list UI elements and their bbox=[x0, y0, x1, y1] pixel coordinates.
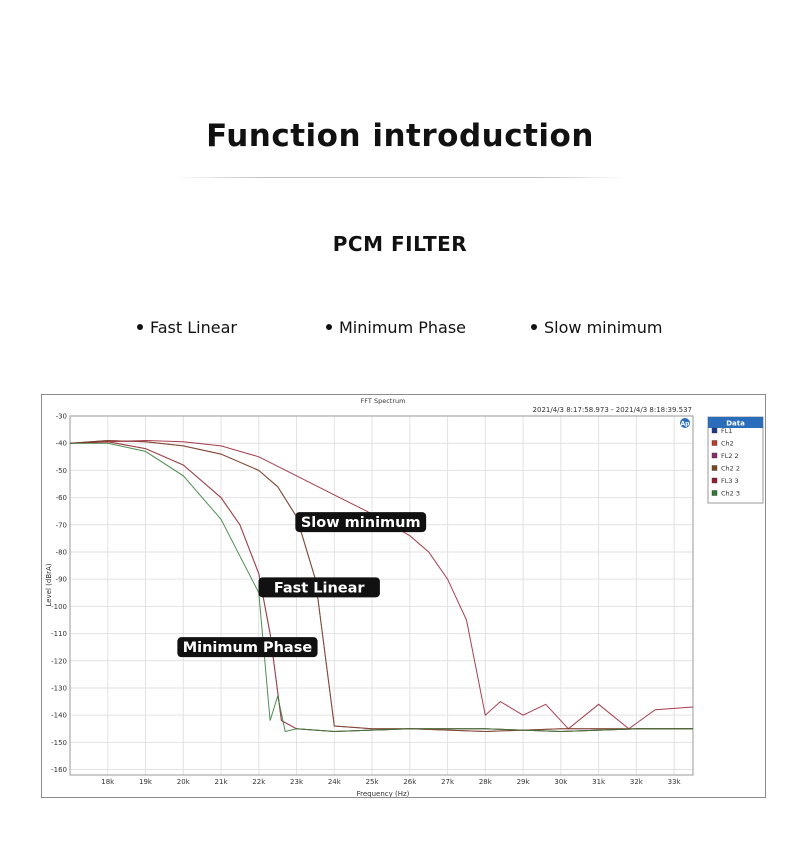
x-tick-label: 33k bbox=[667, 778, 681, 786]
legend-swatch bbox=[712, 478, 717, 483]
legend-swatch bbox=[712, 466, 717, 471]
x-tick-label: 28k bbox=[478, 778, 492, 786]
y-tick-label: -70 bbox=[55, 521, 67, 530]
chart-grid bbox=[70, 416, 693, 775]
ap-logo-icon bbox=[680, 418, 690, 428]
annotation-label: Minimum Phase bbox=[182, 640, 313, 657]
x-tick-label: 31k bbox=[592, 778, 606, 786]
y-tick-label: -100 bbox=[51, 602, 67, 611]
x-tick-label: 30k bbox=[554, 778, 568, 786]
y-tick-label: -80 bbox=[55, 548, 67, 557]
x-axis-label: Frequency (Hz) bbox=[356, 790, 410, 797]
bullet-slow-minimum bbox=[531, 318, 663, 337]
y-tick-label: -50 bbox=[55, 466, 67, 475]
section-subtitle: PCM FILTER bbox=[332, 232, 468, 256]
legend-entry: FL1 bbox=[721, 427, 733, 435]
x-tick-label: 22k bbox=[252, 778, 266, 786]
y-tick-label: -60 bbox=[55, 494, 67, 503]
y-tick-label: -150 bbox=[51, 738, 67, 747]
chart-title: FFT Spectrum bbox=[360, 397, 406, 405]
bullet-dot-icon bbox=[326, 324, 332, 330]
x-tick-label: 32k bbox=[629, 778, 643, 786]
y-tick-label: -160 bbox=[51, 766, 67, 775]
bullet-label: Minimum Phase bbox=[339, 318, 467, 337]
x-tick-label: 21k bbox=[214, 778, 228, 786]
legend-entry: FL2 2 bbox=[721, 452, 739, 460]
plot-area bbox=[70, 416, 693, 775]
x-tick-label: 29k bbox=[516, 778, 530, 786]
x-tick-label: 26k bbox=[403, 778, 417, 786]
legend-entry: FL3 3 bbox=[721, 477, 739, 485]
legend-entry: Ch2 bbox=[721, 439, 734, 448]
x-tick-label: 19k bbox=[139, 778, 152, 786]
annotation-label: Fast Linear bbox=[273, 580, 365, 597]
y-tick-label: -140 bbox=[51, 711, 67, 720]
legend-entry: Ch2 3 bbox=[721, 489, 740, 498]
series-line bbox=[70, 441, 693, 729]
bullet-label: Slow minimum bbox=[544, 318, 663, 337]
title-divider bbox=[175, 177, 625, 178]
x-tick-label: 25k bbox=[365, 778, 379, 786]
y-tick-label: -40 bbox=[55, 439, 67, 448]
y-tick-label: -30 bbox=[55, 412, 67, 421]
y-axis-label: Level (dBrA) bbox=[45, 563, 53, 607]
x-tick-label: 27k bbox=[441, 778, 455, 786]
legend-entry: Ch2 2 bbox=[721, 464, 740, 473]
annotation-label: Slow minimum bbox=[300, 515, 421, 532]
legend-swatch bbox=[712, 453, 717, 458]
legend-swatch bbox=[712, 428, 717, 433]
chart-timestamp: 2021/4/3 8:17:58.973 - 2021/4/3 8:18:39.537 bbox=[532, 406, 692, 414]
x-tick-label: 18k bbox=[101, 778, 115, 786]
bullet-dot-icon bbox=[531, 324, 537, 330]
fft-chart-frame bbox=[41, 394, 766, 798]
y-tick-label: -110 bbox=[51, 630, 67, 639]
y-tick-label: -130 bbox=[51, 684, 67, 693]
y-tick-label: -90 bbox=[55, 575, 67, 584]
bullet-minimum-phase bbox=[326, 318, 466, 337]
legend-title: Data bbox=[726, 419, 745, 428]
y-tick-label: -120 bbox=[51, 657, 67, 666]
page-title: Function introduction bbox=[206, 118, 594, 154]
bullet-label: Fast Linear bbox=[150, 318, 237, 337]
x-tick-label: 23k bbox=[290, 778, 304, 786]
legend-swatch bbox=[712, 441, 717, 446]
svg-text:Ap: Ap bbox=[680, 420, 690, 428]
bullet-dot-icon bbox=[137, 324, 143, 330]
legend-swatch bbox=[712, 491, 717, 496]
fft-spectrum-chart bbox=[42, 395, 765, 797]
x-tick-label: 24k bbox=[327, 778, 341, 786]
bullet-fast-linear bbox=[137, 318, 237, 337]
chart-legend bbox=[708, 417, 763, 503]
x-tick-label: 20k bbox=[176, 778, 190, 786]
